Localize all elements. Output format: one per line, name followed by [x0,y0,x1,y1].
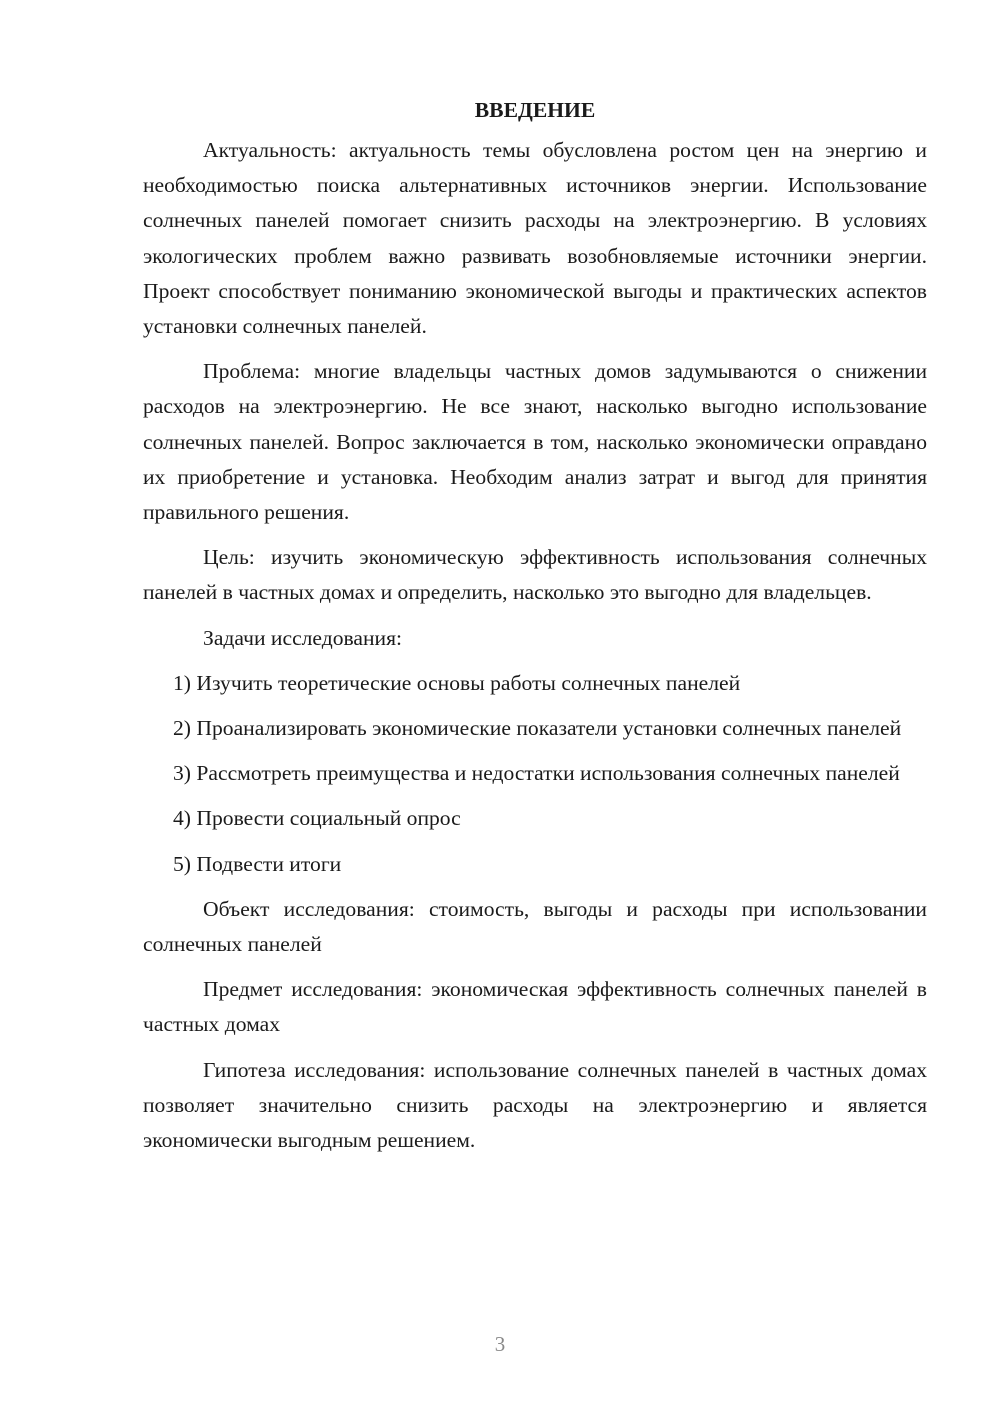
goal-paragraph: Цель: изучить экономическую эффективность использования солнечных панелей в частных домах и определить, насколько это выгодно для владельцев. [143,545,927,605]
hypothesis-paragraph: Гипотеза исследования: использование солнечных панелей в частных домах позволяет значительно снизить расходы на электроэнергию и является экономически выгодным решением. [143,1057,927,1153]
page-number: 3 [494,1332,506,1356]
subject-paragraph: Предмет исследования: экономическая эффективность солнечных панелей в частных домах [143,977,927,1037]
relevance-paragraph: Актуальность: актуальность темы обусловлена ростом цен на энергию и необходимостью поиска альтернативных источников энергии. Использование солнечных панелей помогает снизить расходы на электроэнергию. В условиях экологических проблем важно развивать возобновляемые источники энергии. Проект способствует пониманию экономической выгоды и практических аспектов установки солнечных панелей. [143,138,927,339]
tasks-heading: Задачи исследования: [203,625,403,650]
task-item-3: 3) Рассмотреть преимущества и недостатки использования солнечных панелей [173,761,900,786]
section-title: ВВЕДЕНИЕ [474,98,596,122]
problem-paragraph: Проблема: многие владельцы частных домов задумываются о снижении расходов на электроэнергию. Не все знают, насколько выгодно использование солнечных панелей. Вопрос заключается в том, насколько экономически оправдано их приобретение и установка. Необходим анализ затрат и выгод для принятия правильного решения. [143,359,927,525]
object-paragraph: Объект исследования: стоимость, выгоды и расходы при использовании солнечных панелей [143,896,927,957]
task-item-1: 1) Изучить теоретические основы работы солнечных панелей [173,670,741,695]
task-item-5: 5) Подвести итоги [173,851,342,876]
document-page [143,92,927,1168]
task-item-2: 2) Проанализировать экономические показатели установки солнечных панелей [173,716,902,741]
task-item-4: 4) Провести социальный опрос [173,806,461,831]
